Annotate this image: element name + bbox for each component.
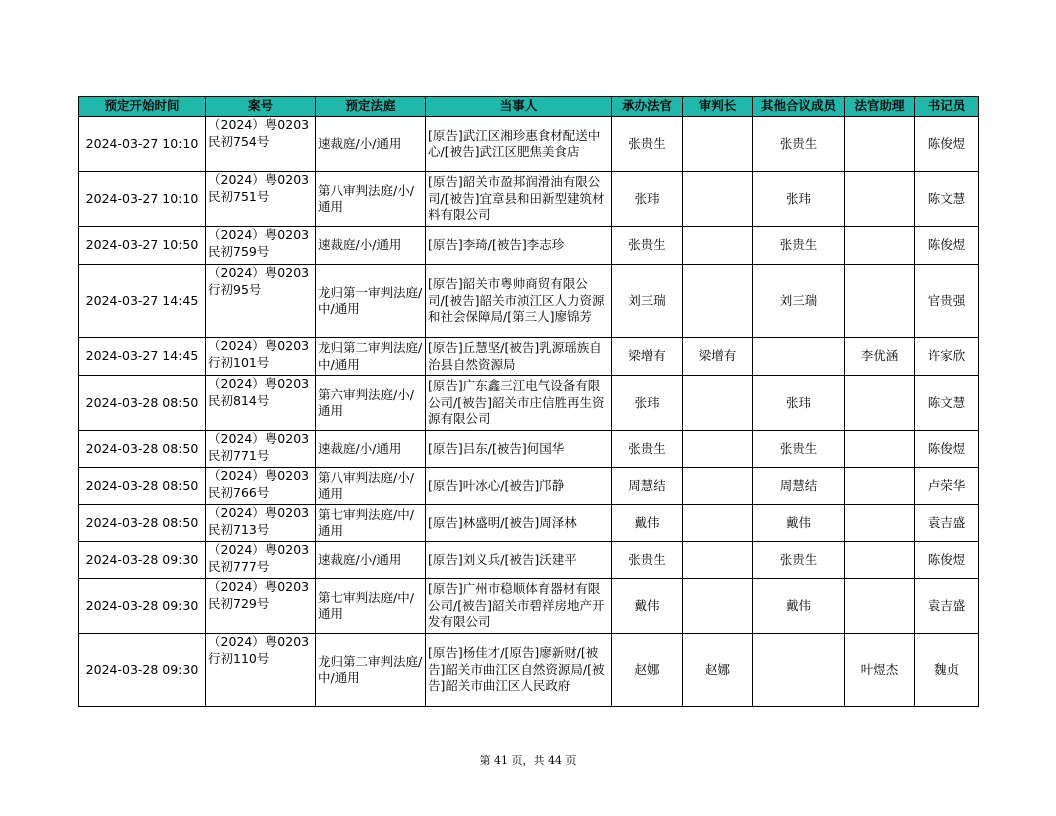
cell-presiding-judge <box>683 431 753 468</box>
header-clerk: 书记员 <box>915 97 979 117</box>
cell-start-time: 2024-03-28 09:30 <box>79 542 206 579</box>
cell-case-number: （2024）粤0203民初713号 <box>206 505 316 542</box>
cell-panel-members: 张贵生 <box>753 431 845 468</box>
cell-panel-members <box>753 338 845 376</box>
cell-judge: 张玮 <box>612 172 683 227</box>
header-panel-members: 其他合议成员 <box>753 97 845 117</box>
cell-courtroom: 第八审判法庭/小/通用 <box>316 468 426 505</box>
cell-case-number: （2024）粤0203民初771号 <box>206 431 316 468</box>
cell-parties: [原告]韶关市盈邦润滑油有限公司/[被告]宜章县和田新型建筑材料有限公司 <box>426 172 612 227</box>
table-row <box>79 634 979 707</box>
cell-start-time: 2024-03-27 14:45 <box>79 265 206 338</box>
cell-judge: 张贵生 <box>612 431 683 468</box>
table-row <box>79 431 979 468</box>
cell-case-number: （2024）粤0203行初101号 <box>206 338 316 376</box>
cell-courtroom: 龙归第二审判法庭/中/通用 <box>316 338 426 376</box>
cell-courtroom: 龙归第二审判法庭/中/通用 <box>316 634 426 707</box>
cell-parties: [原告]刘义兵/[被告]沃建平 <box>426 542 612 579</box>
cell-panel-members: 周慧结 <box>753 468 845 505</box>
cell-presiding-judge <box>683 227 753 265</box>
cell-clerk: 袁吉盛 <box>915 505 979 542</box>
cell-judge-assistant <box>845 468 915 505</box>
header-courtroom: 预定法庭 <box>316 97 426 117</box>
cell-judge-assistant: 李优涵 <box>845 338 915 376</box>
table-row <box>79 579 979 634</box>
cell-case-number: （2024）粤0203行初95号 <box>206 265 316 338</box>
header-judge-assistant: 法官助理 <box>845 97 915 117</box>
cell-courtroom: 第六审判法庭/小/通用 <box>316 376 426 431</box>
cell-parties: [原告]李琦/[被告]李志珍 <box>426 227 612 265</box>
page-number-footer: 第 41 页，共 44 页 <box>479 754 577 767</box>
cell-judge: 赵娜 <box>612 634 683 707</box>
table-row <box>79 468 979 505</box>
table-row <box>79 542 979 579</box>
cell-courtroom: 龙归第一审判法庭/中/通用 <box>316 265 426 338</box>
cell-panel-members: 张玮 <box>753 376 845 431</box>
cell-case-number: （2024）粤0203民初814号 <box>206 376 316 431</box>
cell-judge: 戴伟 <box>612 505 683 542</box>
cell-case-number: （2024）粤0203民初759号 <box>206 227 316 265</box>
header-parties: 当事人 <box>426 97 612 117</box>
cell-start-time: 2024-03-28 08:50 <box>79 431 206 468</box>
cell-case-number: （2024）粤0203民初766号 <box>206 468 316 505</box>
cell-clerk: 陈文慧 <box>915 172 979 227</box>
cell-clerk: 陈俊煜 <box>915 117 979 172</box>
cell-parties: [原告]叶冰心/[被告]邝静 <box>426 468 612 505</box>
cell-clerk: 官贵强 <box>915 265 979 338</box>
cell-courtroom: 速裁庭/小/通用 <box>316 431 426 468</box>
cell-panel-members: 张贵生 <box>753 227 845 265</box>
cell-presiding-judge <box>683 117 753 172</box>
cell-case-number: （2024）粤0203民初729号 <box>206 579 316 634</box>
cell-judge: 张贵生 <box>612 117 683 172</box>
cell-presiding-judge <box>683 468 753 505</box>
cell-judge-assistant <box>845 542 915 579</box>
cell-courtroom: 速裁庭/小/通用 <box>316 117 426 172</box>
cell-presiding-judge <box>683 505 753 542</box>
cell-panel-members: 戴伟 <box>753 579 845 634</box>
cell-judge-assistant <box>845 431 915 468</box>
cell-panel-members: 刘三瑞 <box>753 265 845 338</box>
cell-judge-assistant <box>845 227 915 265</box>
cell-courtroom: 第七审判法庭/中/通用 <box>316 579 426 634</box>
cell-start-time: 2024-03-28 08:50 <box>79 505 206 542</box>
cell-case-number: （2024）粤0203民初751号 <box>206 172 316 227</box>
cell-courtroom: 第七审判法庭/中/通用 <box>316 505 426 542</box>
cell-judge-assistant <box>845 265 915 338</box>
cell-clerk: 许家欣 <box>915 338 979 376</box>
cell-judge: 刘三瑞 <box>612 265 683 338</box>
table-row <box>79 505 979 542</box>
table-header-row <box>79 97 979 117</box>
cell-clerk: 卢荣华 <box>915 468 979 505</box>
cell-judge-assistant <box>845 505 915 542</box>
cell-judge-assistant: 叶煜杰 <box>845 634 915 707</box>
header-presiding-judge: 审判长 <box>683 97 753 117</box>
cell-panel-members: 张玮 <box>753 172 845 227</box>
cell-start-time: 2024-03-27 14:45 <box>79 338 206 376</box>
cell-clerk: 袁吉盛 <box>915 579 979 634</box>
cell-case-number: （2024）粤0203民初754号 <box>206 117 316 172</box>
cell-judge-assistant <box>845 117 915 172</box>
hearing-schedule-table <box>78 96 979 707</box>
cell-clerk: 陈俊煜 <box>915 542 979 579</box>
cell-start-time: 2024-03-28 09:30 <box>79 634 206 707</box>
cell-start-time: 2024-03-28 09:30 <box>79 579 206 634</box>
cell-start-time: 2024-03-28 08:50 <box>79 376 206 431</box>
cell-parties: [原告]韶关市粤帅商贸有限公司/[被告]韶关市浈江区人力资源和社会保障局/[第三人]廖锦芳 <box>426 265 612 338</box>
cell-judge-assistant <box>845 579 915 634</box>
table-row <box>79 338 979 376</box>
cell-judge: 张贵生 <box>612 227 683 265</box>
cell-judge: 张玮 <box>612 376 683 431</box>
cell-start-time: 2024-03-27 10:50 <box>79 227 206 265</box>
cell-parties: [原告]广东鑫三江电气设备有限公司/[被告]韶关市庄信胜再生资源有限公司 <box>426 376 612 431</box>
cell-presiding-judge: 梁增有 <box>683 338 753 376</box>
cell-panel-members: 张贵生 <box>753 117 845 172</box>
cell-start-time: 2024-03-27 10:10 <box>79 117 206 172</box>
cell-clerk: 陈俊煜 <box>915 431 979 468</box>
header-case-number: 案号 <box>206 97 316 117</box>
cell-clerk: 陈俊煜 <box>915 227 979 265</box>
cell-courtroom: 速裁庭/小/通用 <box>316 227 426 265</box>
table-row <box>79 172 979 227</box>
table-row <box>79 265 979 338</box>
header-judge: 承办法官 <box>612 97 683 117</box>
cell-parties: [原告]杨佳才/[原告]廖新财/[被告]韶关市曲江区自然资源局/[被告]韶关市曲江区人民政府 <box>426 634 612 707</box>
cell-parties: [原告]丘慧坚/[被告]乳源瑶族自治县自然资源局 <box>426 338 612 376</box>
table-row <box>79 227 979 265</box>
cell-presiding-judge <box>683 542 753 579</box>
cell-presiding-judge: 赵娜 <box>683 634 753 707</box>
cell-case-number: （2024）粤0203民初777号 <box>206 542 316 579</box>
cell-judge: 张贵生 <box>612 542 683 579</box>
cell-clerk: 魏贞 <box>915 634 979 707</box>
cell-panel-members <box>753 634 845 707</box>
cell-parties: [原告]广州市稳顺体育器材有限公司/[被告]韶关市碧祥房地产开发有限公司 <box>426 579 612 634</box>
cell-case-number: （2024）粤0203行初110号 <box>206 634 316 707</box>
cell-presiding-judge <box>683 265 753 338</box>
cell-judge-assistant <box>845 172 915 227</box>
cell-presiding-judge <box>683 376 753 431</box>
cell-panel-members: 戴伟 <box>753 505 845 542</box>
cell-judge: 梁增有 <box>612 338 683 376</box>
cell-presiding-judge <box>683 172 753 227</box>
cell-parties: [原告]吕东/[被告]何国华 <box>426 431 612 468</box>
cell-panel-members: 张贵生 <box>753 542 845 579</box>
cell-judge-assistant <box>845 376 915 431</box>
cell-start-time: 2024-03-27 10:10 <box>79 172 206 227</box>
cell-courtroom: 第八审判法庭/小/通用 <box>316 172 426 227</box>
cell-parties: [原告]林盛明/[被告]周泽林 <box>426 505 612 542</box>
cell-clerk: 陈文慧 <box>915 376 979 431</box>
cell-start-time: 2024-03-28 08:50 <box>79 468 206 505</box>
table-row <box>79 376 979 431</box>
cell-courtroom: 速裁庭/小/通用 <box>316 542 426 579</box>
cell-parties: [原告]武江区湘珍惠食材配送中心/[被告]武江区肥焦美食店 <box>426 117 612 172</box>
cell-presiding-judge <box>683 579 753 634</box>
table-row <box>79 117 979 172</box>
cell-judge: 周慧结 <box>612 468 683 505</box>
cell-judge: 戴伟 <box>612 579 683 634</box>
header-start-time: 预定开始时间 <box>79 97 206 117</box>
